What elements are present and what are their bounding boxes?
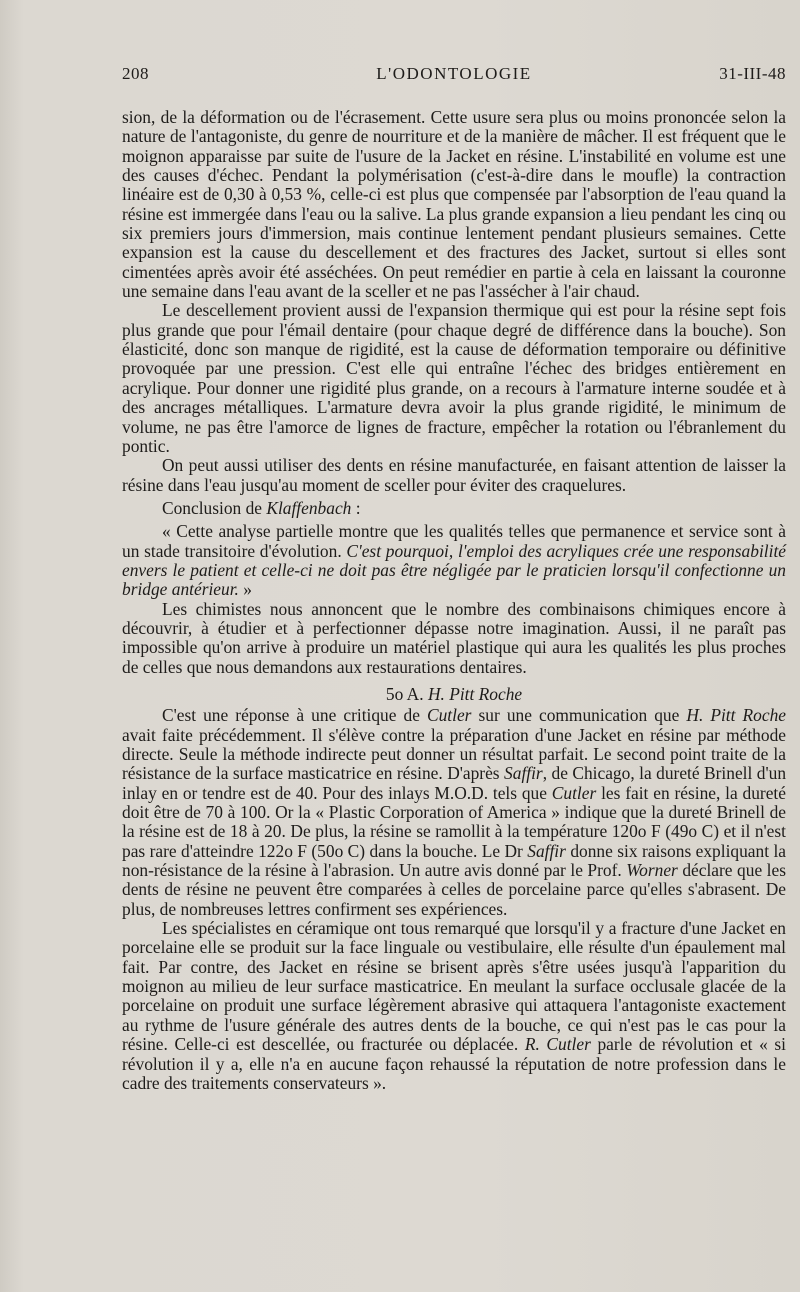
section-number: 5o A. <box>385 683 428 704</box>
text-run: , de Chicago, la dureté Brinell d'un inlay en or tendre est de 40. Pour des inlays M.O.D. tels que <box>122 763 787 803</box>
name-saffir: Saffir <box>504 763 543 784</box>
text-run: les fait en résine, la dureté doit être de 70 à 100. Or la « Plastic Corporation of America » indique que la dureté Brinell de la résine est de 18 à 20. De plus, la résine se ramollit à la température 120o F (49o C) et il n'est pas rare d'atteindre 122o F (50o C) dans la bouche. Le Dr <box>122 782 786 861</box>
paragraph-2: Le descellement provient aussi de l'expansion thermique qui est pour la résine sept fois plus grande que pour l'émail dentaire (pour chaque degré de différence dans la bouche). Son élasticité, donc son manque de rigidité, est la cause de déformation temporaire ou définitive provoquée par une pression. C'est elle qui entraîne l'échec des bridges entièrement en acrylique. Pour donner une rigidité plus grande, on a recours à l'armature interne soudée et à des ancrages métalliques. L'armature devra avoir la plus grande rigidité, le minimum de volume, ne pas être l'amorce de lignes de fracture, empêcher la rotation ou l'ébranlement du pontic. <box>122 300 786 456</box>
page-number: 208 <box>122 64 149 83</box>
running-title: L'ODONTOLOGIE <box>376 64 532 83</box>
quote-end: » <box>238 579 252 600</box>
name-r-cutler: R. Cutler <box>524 1034 591 1055</box>
text-run: avait faite précédemment. Il s'élève contre la préparation d'une Jacket en résine par méthode directe. Seule la méthode indirecte peut donner un résultat parfait. Le second point traite de la résistance de la surface masticatrice en résine. D'après <box>122 724 786 784</box>
paragraph-chemists: Les chimistes nous annoncent que le nombre des combinaisons chimiques encore à découvrir, à étudier et à perfectionner dépasse notre imagination. Aussi, il ne paraît pas impossible qu'on arrive à produire un matériel plastique qui aura les qualités les plus proches de celles que nous demandons aux restaurations dentaires. <box>122 598 786 677</box>
name-saffir: Saffir <box>527 840 566 861</box>
text-run: Les spécialistes en céramique ont tous remarqué que lorsqu'il y a fracture d'une Jacket en porcelaine elle se produit sur la face linguale ou vestibulaire, elle résulte d'un épaulement mal fait. Par contre, des Jacket en résine se brisent après s'être usées jusqu'à l'apparition du moignon au milieu de leur surface masticatrice. En meulant la surface occlusale glacée de la porcelaine on produit une surface légèrement abrasive qui attaquera l'antagoniste exactement au rythme de l'usure générale des autres dents de la bouche, ce qui n'est pas le cas pour la résine. Celle-ci est descellée, ou fracturée ou déplacée. <box>122 918 786 1055</box>
page-header <box>122 64 786 88</box>
paragraph-pitt-roche <box>122 706 786 919</box>
name-cutler: Cutler <box>427 705 472 726</box>
name-cutler: Cutler <box>551 782 597 803</box>
issue-date: 31-III-48 <box>719 64 786 83</box>
conclusion-prefix: Conclusion de <box>162 497 267 518</box>
text-run: déclare que les dents de résine ne peuvent être comparées à celles de porcelaine parce qu'elles s'abrasent. De plus, de nombreuses lettres confirment ses expériences. <box>122 860 787 919</box>
paragraph-ceramics <box>122 919 786 1093</box>
quote-italic: C'est pourquoi, l'emploi des acryliques crée une responsabilité envers le patient et celle-ci ne doit pas être négligée par le praticien lorsqu'il confectionne un bridge antérieur. <box>122 540 786 600</box>
text-run: parle de révolution et « si révolution il y a, elle n'a en aucune façon rehaussé la réputation de notre profession dans le cadre des traitements conservateurs ». <box>122 1034 786 1093</box>
section-heading <box>122 685 786 704</box>
text-run: C'est une réponse à une critique de <box>162 705 427 726</box>
text-run: sur une communication que <box>471 705 687 726</box>
quote-plain: « Cette analyse partielle montre que les qualités telles que permanence et service sont à un stade transitoire d'évolution. <box>122 521 786 561</box>
name-worner: Worner <box>626 860 678 881</box>
author-klaffenbach: Klaffenbach <box>266 497 352 518</box>
paragraph-3: On peut aussi utiliser des dents en résine manufacturée, en faisant attention de laisser la résine dans l'eau jusqu'au moment de sceller pour éviter des craquelures. <box>122 455 786 495</box>
article-body <box>122 108 786 1093</box>
conclusion-suffix: : <box>351 497 361 518</box>
conclusion-heading <box>122 499 786 518</box>
text-run: donne six raisons expliquant la non-résistance de la résine à l'abrasion. Un autre avis donné par le Prof. <box>122 840 786 881</box>
name-pitt-roche: H. Pitt Roche <box>686 705 786 726</box>
section-author: H. Pitt Roche <box>427 683 523 704</box>
quotation-paragraph <box>122 522 786 599</box>
paragraph-1: sion, de la déformation ou de l'écrasement. Cette usure sera plus ou moins prononcée selon la nature de l'antagoniste, du genre de nourriture et de la manière de mâcher. Il est fréquent que le moignon apparaisse par suite de l'usure de la Jacket en résine. L'instabilité en volume est une des causes d'échec. Pendant la polymérisation (c'est-à-dire dans le moufle) la contraction linéaire est de 0,30 à 0,53 %, celle-ci est plus que compensée par l'absorption de l'eau quand la résine est immergée dans l'eau ou la salive. La plus grande expansion a lieu pendant les cinq ou six premiers jours d'immersion, mais continue lentement pendant plusieurs semaines. Cette expansion est la cause du descellement et des fractures des Jacket, surtout si elles sont cimentées après avoir été asséchées. On peut remédier en partie à cela en laissant la couronne une semaine dans l'eau avant de la sceller et ne pas l'assécher à l'air chaud. <box>122 107 786 302</box>
